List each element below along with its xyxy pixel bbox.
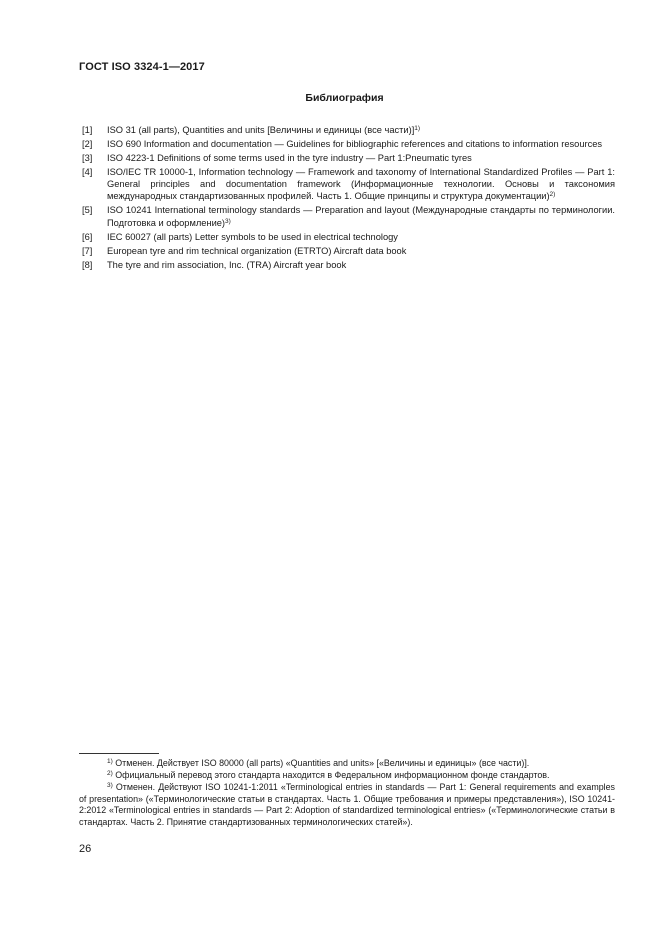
bibliography-entry <box>82 124 615 136</box>
footnote-ref: 1) <box>414 125 421 132</box>
entry-text: ISO 4223-1 Definitions of some terms used in the tyre industry — Part 1:Pneumatic tyres <box>107 153 472 163</box>
bibliography-entry <box>82 166 615 203</box>
entry-number: [4] <box>82 167 93 177</box>
bibliography-entry <box>82 204 615 228</box>
footnote-text: Отменен. Действует ISO 80000 (all parts) «Quantities and units» [«Величины и единицы» (все части)]. <box>112 758 530 768</box>
footnote <box>79 758 615 770</box>
footnote-mark: 2) <box>107 770 113 777</box>
footnote-mark: 1) <box>107 758 113 765</box>
bibliography-entry <box>82 259 615 271</box>
footnote-ref: 3) <box>225 217 231 225</box>
footnote-divider <box>79 753 159 754</box>
bibliography-entry <box>82 231 615 243</box>
entry-text: The tyre and rim association, Inc. (TRA) Aircraft year book <box>107 259 347 270</box>
document-header: ГОСТ ISO 3324-1—2017 <box>79 61 205 73</box>
bibliography-list <box>82 124 615 273</box>
entry-text: ISO 690 Information and documentation — Guidelines for bibliographic references and citations to information resources <box>107 139 603 149</box>
entry-text: IEC 60027 (all parts) Letter symbols to be used in electrical technology <box>107 231 398 242</box>
footnote <box>79 782 615 828</box>
bibliography-entry <box>82 152 615 164</box>
page-number: 26 <box>79 843 92 855</box>
entry-number: [7] <box>82 245 93 256</box>
bibliography-entry <box>82 245 615 257</box>
footnote <box>79 770 615 782</box>
entry-number: [8] <box>82 259 93 270</box>
entry-text: ISO 31 (all parts), Quantities and units [Величины и единицы (все части)]$^{1)}$ <box>107 125 421 135</box>
entry-text: European tyre and rim technical organization (ETRTO) Aircraft data book <box>107 245 407 256</box>
entry-number: [5] <box>82 205 93 216</box>
footnote-text: Официальный перевод этого стандарта находится в Федеральном информационном фонде стандартов. <box>112 770 550 780</box>
entry-text: ISO 10241 International terminology standards — Preparation and layout (Международные стандарты по терминологии. Подготовка и оформление)$^{3)}$ <box>107 205 615 228</box>
entry-number: [3] <box>82 153 93 163</box>
entry-number: [2] <box>82 139 93 149</box>
entry-text: ISO/IEC TR 10000-1, Information technology — Framework and taxonomy of International Standardized Profiles — Part 1: General principles and documentation framework (Информационные технологии. Основы и таксономия международных стандартизованных профилей. Часть 1. Общие принципы и структура документации)$^{2)}$ <box>107 167 615 202</box>
entry-number: [1] <box>82 125 93 135</box>
bibliography-title: Библиография <box>305 92 384 104</box>
footnotes <box>79 758 615 829</box>
footnote-text: Отменен. Действуют ISO 10241-1:2011 «Terminological entries in standards — Part 1: General requirements and examples of presentation» («Терминологические статьи в стандартах. Часть 1. Общие требования и примеры представления»), ISO 10241-2:2012 «Terminological entries in standards — Part 2: Adoption of standardized terminological entries» («Терминологические статьи в стандартах. Часть 2. Принятие стандартизованных терминологических статей»). <box>79 782 615 827</box>
footnote-mark: 3) <box>107 782 113 789</box>
bibliography-entry <box>82 138 615 150</box>
entry-number: [6] <box>82 231 93 242</box>
footnote-ref: 2) <box>549 191 556 199</box>
